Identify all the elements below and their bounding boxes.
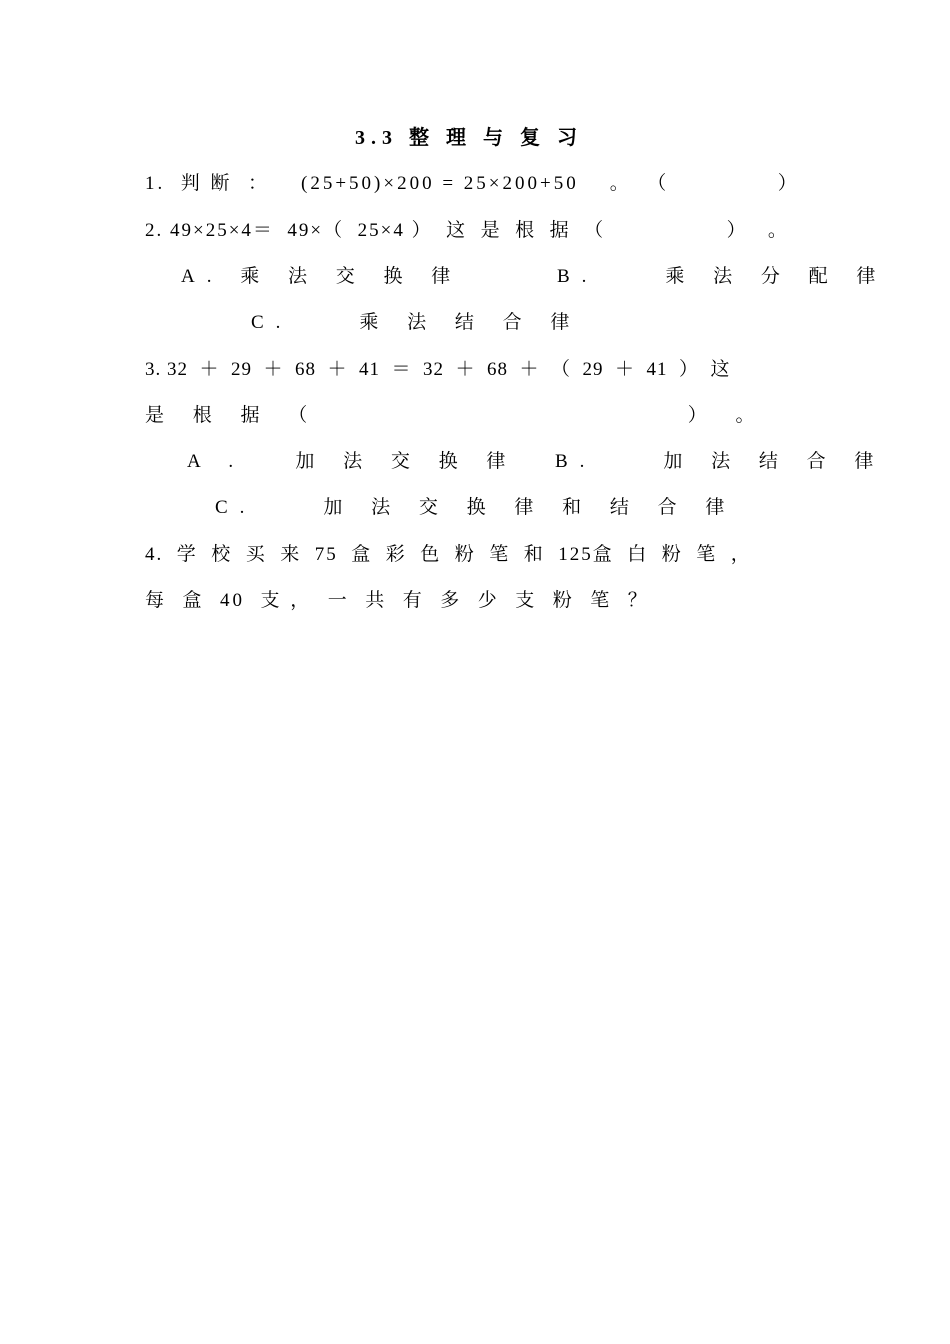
question-2-option-a: A. 乘 法 交 换 律: [181, 266, 463, 287]
question-3-option-b: B. 加 法 结 合 律: [555, 451, 886, 472]
question-1: 1. 判 断 ： (25+50)×200 = 25×200+50 。 （ ）: [145, 173, 800, 194]
question-2-option-b: B. 乘 法 分 配 律: [557, 266, 888, 287]
question-3-option-a: A . 加 法 交 换 律: [187, 451, 518, 472]
question-4-line-1: 4. 学 校 买 来 75 盒 彩 色 粉 笔 和 125盒 白 粉 笔 ，: [145, 544, 752, 565]
question-4-line-2: 每 盒 40 支 ， 一 共 有 多 少 支 粉 笔 ？: [145, 590, 650, 611]
question-3-line-1: 3. 32 ＋ 29 ＋ 68 ＋ 41 ＝ 32 ＋ 68 ＋ （ 29 ＋ 41 ） 这: [145, 359, 731, 380]
page-title: 3.3 整 理 与 复 习: [355, 127, 583, 149]
question-3-option-c: C. 加 法 交 换 律 和 结 合 律: [215, 497, 737, 518]
question-2: 2. 49×25×4＝ 49×（ 25×4 ） 这 是 根 据 （ ） 。: [145, 220, 789, 241]
question-3-line-2: 是 根 据 （ ） 。: [145, 405, 767, 426]
question-2-option-c: C. 乘 法 结 合 律: [251, 312, 582, 333]
